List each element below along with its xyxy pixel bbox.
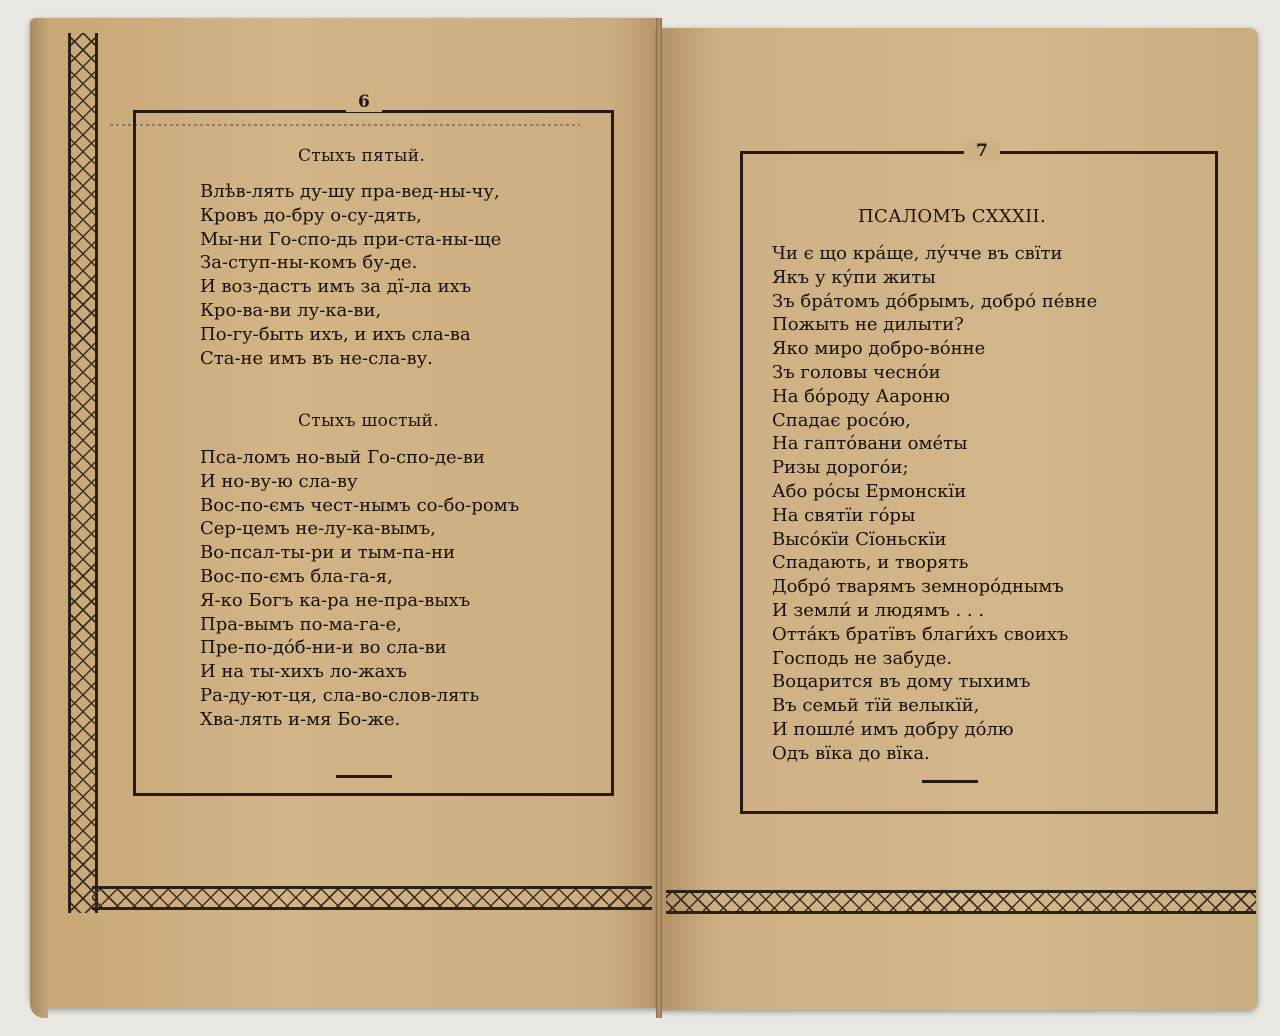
verse-line: Вос-по-ємъ бла-га-я,: [200, 565, 393, 587]
page-edge-stack: [30, 18, 48, 1018]
verse-line: Пре-по-до́б-ни-и во сла-ви: [200, 637, 447, 659]
verse-line: Або ро́сы Ермонскïи: [772, 480, 967, 502]
verse-line: И пошле́ имъ добру до́лю: [772, 718, 1014, 740]
verse-line: Ризы дорого́и;: [772, 457, 909, 479]
verse-line: Спадають, и творять: [772, 552, 969, 574]
verse-line: По-гу-быть ихъ, и ихъ сла-ва: [200, 323, 471, 345]
verse-line: Яко миро добро-во́нне: [772, 338, 986, 360]
verse-line: Добро́ тварямъ земноро́днымъ: [772, 576, 1064, 598]
open-book: [30, 18, 1275, 1028]
stanza-six-heading: Стыхъ шостый.: [298, 411, 439, 431]
verse-line: Ра-ду-ют-ця, сла-во-слов-лять: [200, 684, 480, 706]
verse-line: На бо́роду Аароню: [772, 385, 950, 407]
verse-line: Якъ у ку́пи житы: [772, 266, 936, 288]
verse-line: За-ступ-ны-комъ бу-де.: [200, 252, 418, 274]
verse-line: Ста-не имъ въ не-сла-ву.: [200, 347, 433, 369]
stanza-five-heading: Стыхъ пятый.: [298, 146, 426, 166]
verse-line: Высо́кïи Сïоньскïи: [772, 528, 947, 550]
right-bottom-ornament: [666, 890, 1256, 914]
left-page-number: 6: [346, 92, 382, 112]
verse-line: Мы-ни Го-спо-дь при-ста-ны-ще: [200, 228, 502, 250]
left-bottom-ornament: [92, 886, 652, 910]
verse-line: Одъ вïка до вïка.: [772, 742, 930, 764]
left-page: [30, 18, 658, 1008]
stanza-five-verse: [200, 180, 501, 370]
verse-line: На святïи го́ры: [772, 504, 916, 526]
right-end-rule: [922, 780, 978, 783]
psalm-verse: [772, 242, 1097, 766]
book-spine: [656, 18, 662, 1018]
verse-line: Кро-ва-ви лу-ка-ви,: [200, 299, 382, 321]
left-end-rule: [336, 775, 392, 778]
verse-line: Пра-вымъ по-ма-га-е,: [200, 613, 403, 635]
verse-line: Вос-по-ємъ чест-нымъ со-бо-ромъ: [200, 494, 520, 516]
verse-line: Сер-цемъ не-лу-ка-вымъ,: [200, 518, 436, 540]
verse-line: Въ семьй тïй велыкïй,: [772, 695, 980, 717]
verse-line: Зъ головы чесно́и: [772, 361, 941, 383]
verse-line: На гапто́вани оме́ты: [772, 433, 968, 455]
verse-line: Спадає росо́ю,: [772, 409, 911, 431]
verse-line: И на ты-хихъ ло-жахъ: [200, 661, 407, 683]
stanza-six-verse: [200, 446, 519, 732]
verse-line: Хва-лять и-мя Бо-же.: [200, 708, 401, 730]
vertical-ornament-border: [68, 33, 98, 913]
verse-line: Чи є що кра́ще, лу́чче въ свïти: [772, 243, 1063, 264]
verse-line: Пожыть не дилыти?: [772, 314, 964, 336]
right-page: [658, 28, 1258, 1010]
verse-line: Я-ко Богъ ка-ра не-пра-выхъ: [200, 589, 471, 611]
verse-line: Влѣв-лять ду-шу пра-вед-ны-чу,: [200, 181, 500, 202]
verse-line: Отта́къ братïвъ благи́хъ своихъ: [772, 623, 1069, 645]
verse-line: Пса-ломъ но-вый Го-спо-де-ви: [200, 447, 485, 468]
verse-line: Во-псал-ты-ри и тым-па-ни: [200, 542, 455, 564]
verse-line: И воз-дастъ имъ за дї-ла ихъ: [200, 276, 472, 298]
verse-line: Господь не забуде.: [772, 647, 953, 669]
verse-line: Кровъ до-бру о-су-дять,: [200, 204, 422, 226]
verse-line: Воцарится въ дому тыхимъ: [772, 671, 1031, 693]
verse-line: И но-ву-ю сла-ву: [200, 470, 358, 492]
psalm-heading: ПСАЛОМЪ CXXXII.: [858, 206, 1046, 227]
verse-line: И земли́ и людямъ . . .: [772, 599, 985, 621]
right-page-number: 7: [964, 141, 1000, 161]
verse-line: Зъ бра́томъ до́брымъ, добро́ пе́вне: [772, 290, 1098, 312]
